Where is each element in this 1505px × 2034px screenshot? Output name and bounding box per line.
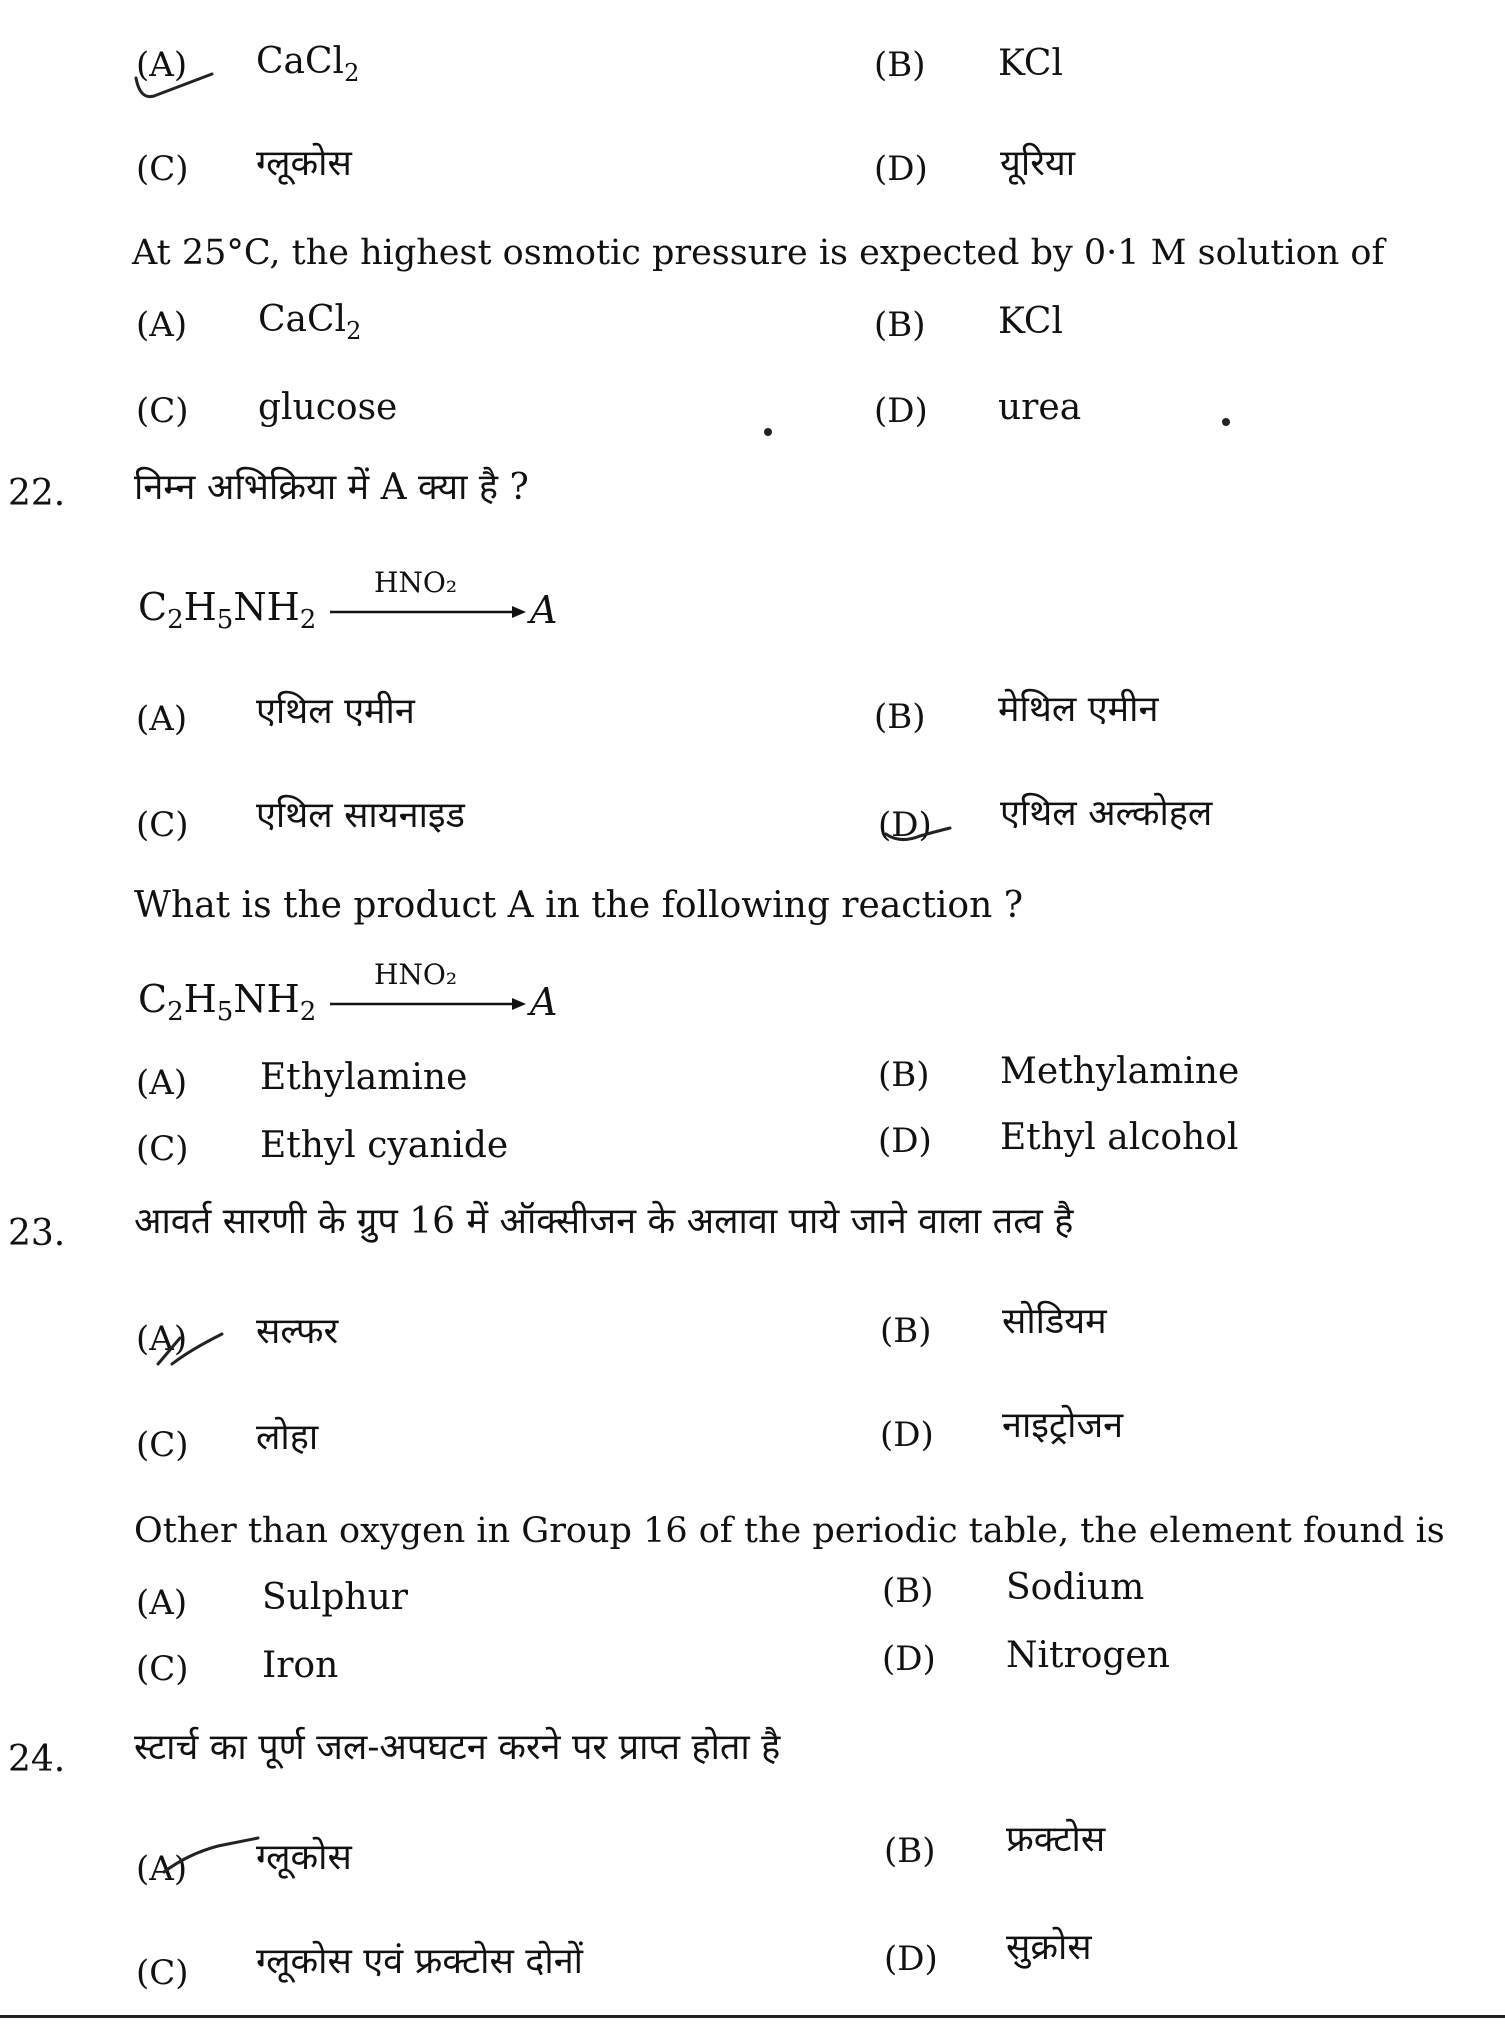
reagent-label: HNO₂ — [374, 566, 458, 599]
option-text-c-english: Iron — [262, 1645, 339, 1686]
option-text-b-hindi: फ्रक्टोस — [1006, 1819, 1106, 1860]
option-label-c: (C) — [136, 1953, 189, 1993]
option-text-d-hindi: सुक्रोस — [1006, 1927, 1092, 1968]
question-text-english: At 25°C, the highest osmotic pressure is expected by 0·1 M solution of — [132, 233, 1385, 273]
reactant-formula: $C_2H_5NH_2$ — [138, 977, 317, 1027]
option-text-c-hindi: ग्लूकोस एवं फ्रक्टोस दोनों — [256, 1941, 584, 1982]
option-text-b-english: Methylamine — [1000, 1051, 1240, 1092]
option-label-a: (A) — [136, 1583, 188, 1623]
option-text-c-english: glucose — [258, 387, 398, 428]
option-label-b: (B) — [874, 697, 926, 737]
option-text-a-english: Ethylamine — [260, 1057, 468, 1098]
option-label-d: (D) — [874, 149, 928, 189]
reaction-equation — [138, 958, 578, 1034]
option-text-d-english: Ethyl alcohol — [1000, 1117, 1239, 1158]
reagent-label: HNO₂ — [374, 958, 458, 991]
option-label-b: (B) — [880, 1311, 932, 1351]
answer-tick-mark-icon — [130, 56, 220, 106]
option-label-a: (A) — [136, 305, 188, 345]
option-text-b-english: Sodium — [1006, 1567, 1145, 1608]
option-label-a: (A) — [136, 45, 188, 85]
product-symbol: A — [530, 588, 558, 632]
option-label-c: (C) — [136, 1425, 189, 1465]
option-text-a-hindi: CaCl$_2$ — [256, 41, 360, 87]
option-label-d: (D) — [884, 1939, 938, 1979]
question-text-hindi: आवर्त सारणी के ग्रुप 16 में ऑक्सीजन के अलावा पाये जाने वाला तत्व है — [134, 1201, 1074, 1242]
option-label-c: (C) — [136, 1129, 189, 1169]
option-text-a-hindi: ग्लूकोस — [256, 1837, 352, 1878]
question-text-hindi: स्टार्च का पूर्ण जल-अपघटन करने पर प्राप्त होता है — [134, 1727, 781, 1768]
question-number: 23. — [8, 1213, 66, 1254]
option-text-b-hindi: सोडियम — [1002, 1301, 1107, 1342]
option-text-b-english: KCl — [998, 301, 1063, 342]
reaction-equation — [138, 566, 578, 642]
option-text-c-english: Ethyl cyanide — [260, 1125, 509, 1166]
option-text-b-hindi: KCl — [998, 43, 1063, 84]
option-label-c: (C) — [136, 1649, 189, 1689]
option-label-b: (B) — [878, 1055, 930, 1095]
option-text-a-hindi: सल्फर — [256, 1311, 339, 1352]
reactant-formula: $C_2H_5NH_2$ — [138, 585, 317, 635]
option-label-b: (B) — [882, 1571, 934, 1611]
question-number: 24. — [8, 1739, 66, 1780]
answer-tick-mark-icon — [158, 1832, 268, 1882]
page-bottom-rule — [0, 2015, 1505, 2018]
option-text-d-hindi: यूरिया — [1000, 143, 1076, 184]
option-text-c-hindi: लोहा — [256, 1417, 319, 1458]
option-label-b: (B) — [884, 1831, 936, 1871]
option-label-c: (C) — [136, 805, 189, 845]
answer-tick-mark-icon — [150, 1324, 230, 1374]
option-text-d-english: Nitrogen — [1006, 1635, 1170, 1676]
question-text-hindi: निम्न अभिक्रिया में A क्या है ? — [134, 467, 529, 508]
option-label-c: (C) — [136, 391, 189, 431]
question-text-english: Other than oxygen in Group 16 of the periodic table, the element found is — [134, 1511, 1445, 1551]
stray-dot-icon — [1218, 414, 1234, 430]
option-text-a-english: Sulphur — [262, 1577, 408, 1618]
option-label-b: (B) — [874, 305, 926, 345]
option-label-a: (A) — [136, 1063, 188, 1103]
option-label-d: (D) — [878, 1121, 932, 1161]
option-text-b-hindi: मेथिल एमीन — [998, 689, 1159, 730]
question-number: 22. — [8, 473, 66, 514]
reaction-arrow-icon — [328, 602, 528, 622]
option-text-d-english: urea — [998, 387, 1082, 428]
option-text-c-hindi: एथिल सायनाइड — [256, 795, 465, 836]
option-label-b: (B) — [874, 45, 926, 85]
option-text-a-english: CaCl$_2$ — [258, 299, 362, 345]
option-text-d-hindi: नाइट्रोजन — [1002, 1405, 1124, 1446]
option-text-c-hindi: ग्लूकोस — [256, 143, 352, 184]
question-text-english: What is the product A in the following reaction ? — [134, 885, 1024, 926]
option-label-a: (A) — [136, 699, 188, 739]
option-label-d: (D) — [880, 1415, 934, 1455]
option-label-d: (D) — [874, 391, 928, 431]
stray-dot-icon — [760, 424, 776, 440]
option-label-a: (A) — [136, 1319, 188, 1359]
option-label-d: (D) — [882, 1639, 936, 1679]
answer-tick-mark-icon — [878, 805, 960, 848]
option-text-d-hindi: एथिल अल्कोहल — [1000, 793, 1213, 834]
option-label-d: (D) — [878, 805, 932, 845]
reaction-arrow-icon — [328, 994, 528, 1014]
option-label-c: (C) — [136, 149, 189, 189]
product-symbol: A — [530, 980, 558, 1024]
option-text-a-hindi: एथिल एमीन — [256, 691, 415, 732]
option-label-a: (A) — [136, 1849, 188, 1889]
